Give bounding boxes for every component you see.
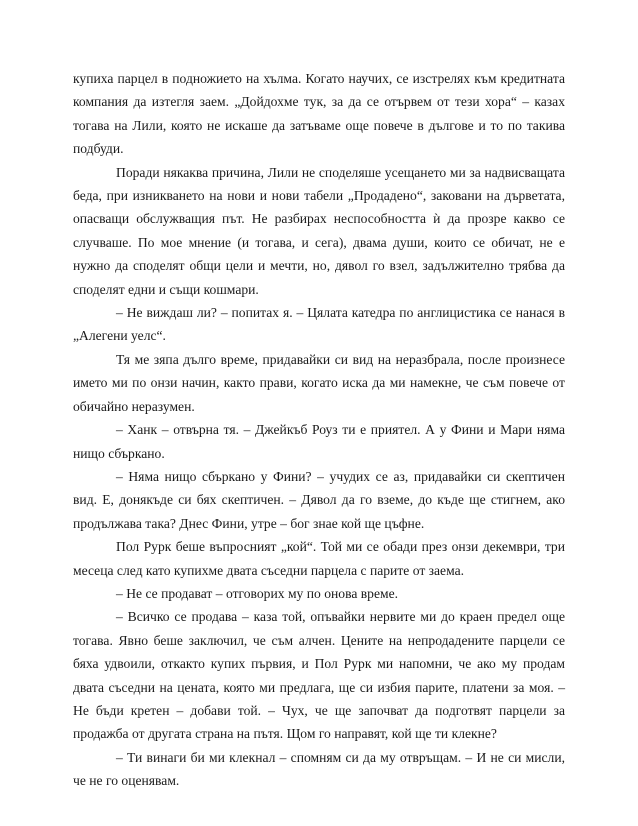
paragraph: Пол Рурк беше въпросният „кой“. Той ми се обади през онзи декември, три месеца след като купихме двата съседни парцела с парите от заема. — [73, 539, 565, 578]
paragraph: – Няма нищо сбъркано у Фини? – учудих се аз, придавайки си скептичен вид. Е, донякъде си бях скептичен. – Дявол да го вземе, до къде ще стигнем, ако продължава така? Днес Фини, утре – бог знае кой ще цъфне. — [73, 468, 565, 531]
paragraph: Тя ме зяпа дълго време, придавайки си вид на неразбрала, после произнесе името ми по онзи начин, както прави, когато иска да ми намекне, че съм повече от обичайно неразумен. — [73, 351, 565, 414]
paragraph: Поради някаква причина, Лили не споделяше усещането ми за надвисващата беда, при изникването на нови и нови табели „Продадено“, заковани на дърветата, опасващи обслужващия път. Не разбирах неспособността ѝ да прозре какво се случваше. По мое мнение (и тогава, и сега), двама души, които се обичат, не е нужно да споделят общи цели и мечти, но, дявол го взел, задължително трябва да споделят едни и същи кошмари. — [73, 164, 565, 297]
body-text — [73, 67, 565, 793]
paragraph: – Не виждаш ли? – попитах я. – Цялата катедра по англицистика се нанася в „Алегени уелс“. — [73, 305, 565, 344]
paragraph: – Не се продават – отговорих му по онова време. — [116, 585, 399, 601]
paragraph: – Ти винаги би ми клекнал – спомням си да му отвръщам. – И не си мисли, че не го оценявам. — [73, 749, 565, 789]
paragraph: – Всичко се продава – каза той, опъвайки нервите ми до краен предел още тогава. Явно беше заключил, че съм алчен. Цените на непродадените парцели се бяха удвоили, откакто купих първия, и Пол Рурк ми напомни, че ако му продам двата съседни на цената, която ми предлага, ще си избия парите, платени за моя. – Не бъди кретен – добави той. – Чух, че ще започват да подготвят парцели за продажба от другата страна на пътя. Щом го направят, кой ще ти клекне? — [73, 609, 565, 742]
paragraph: – Ханк – отвърна тя. – Джейкъб Роуз ти е приятел. А у Фини и Мари няма нищо сбъркано. — [73, 422, 565, 461]
paragraph: купиха парцел в подножието на хълма. Когато научих, се изстрелях към кредитната компания да изтегля заем. „Дойдохме тук, за да се отървем от тези хора“ – казах тогава на Лили, която не искаше да затъваме още повече в дългове и то по такива подбуди. — [73, 71, 565, 157]
